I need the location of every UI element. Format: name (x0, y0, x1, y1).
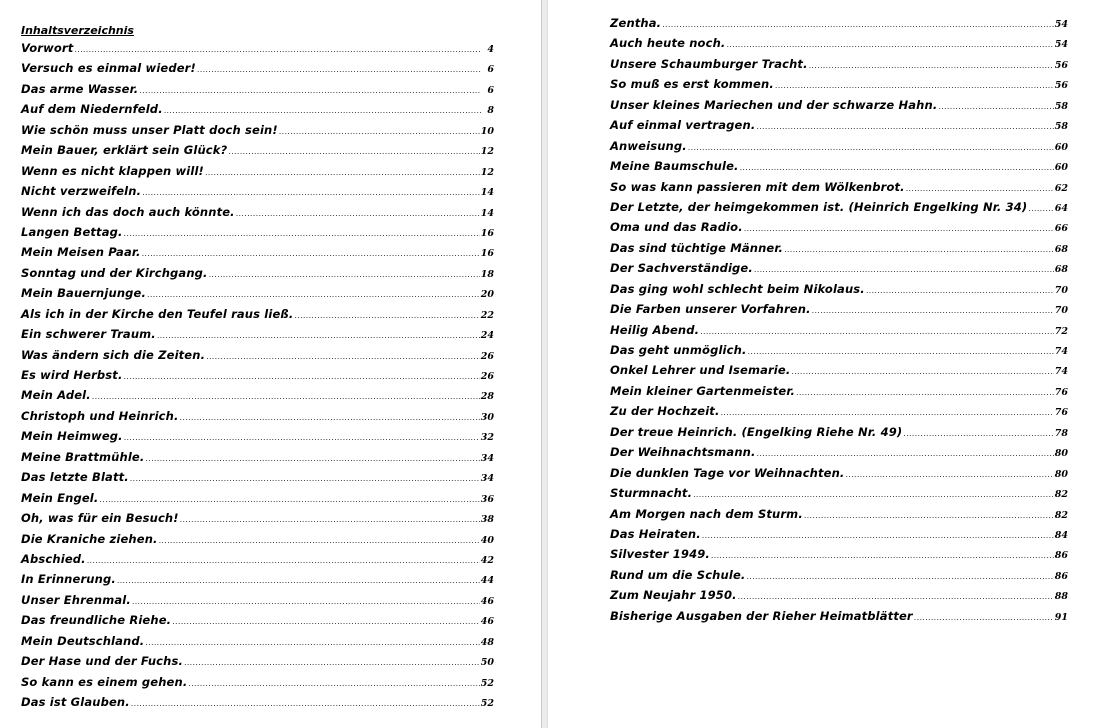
toc-entry-title: So muß es erst kommen. (610, 77, 774, 92)
toc-entry-title: Das freundliche Riehe. (21, 613, 172, 628)
toc-entry[interactable] (21, 348, 494, 368)
toc-entry-page-number: 14 (480, 187, 494, 199)
toc-entry-page-number: 72 (1054, 325, 1068, 337)
toc-entry-page-number: 12 (480, 146, 494, 158)
dot-leader (738, 592, 1054, 601)
toc-entry-page-number: 64 (1054, 202, 1068, 214)
dot-leader (87, 556, 480, 565)
toc-entry-page-number: 8 (487, 105, 494, 117)
toc-entry[interactable] (21, 61, 494, 81)
toc-entry-page-number: 6 (487, 84, 494, 96)
dot-leader (123, 372, 479, 381)
toc-entry-title: Mein Meisen Paar. (21, 245, 141, 260)
toc-entry[interactable] (21, 450, 494, 470)
toc-entry-title: Anweisung. (610, 138, 687, 153)
toc-list-left (21, 41, 494, 715)
toc-entry-page-number: 60 (1054, 162, 1068, 174)
dot-leader (1028, 204, 1053, 213)
dot-leader (205, 168, 480, 177)
toc-entry-title: Als ich in der Kirche den Teufel raus ließ. (21, 306, 294, 321)
toc-entry-title: Es wird Herbst. (21, 368, 123, 382)
dot-leader (688, 143, 1054, 152)
toc-entry-page-number: 46 (480, 616, 494, 628)
toc-entry-title: Ein schwerer Traum. (21, 327, 156, 342)
dot-leader (236, 209, 480, 218)
toc-entry-title: Sonntag und der Kirchgang. (21, 265, 208, 280)
dot-leader (693, 490, 1054, 499)
dot-leader (809, 61, 1054, 70)
dot-leader (184, 658, 480, 667)
toc-entry[interactable] (21, 695, 494, 715)
toc-entry-page-number: 76 (1054, 386, 1068, 398)
toc-entry-title: Unser Ehrenmal. (21, 592, 131, 607)
toc-entry-page-number: 28 (480, 391, 494, 403)
toc-entry-title: Das Heiraten. (610, 526, 701, 541)
toc-entry-title: Mein Adel. (21, 388, 91, 403)
toc-entry[interactable] (610, 36, 1068, 56)
toc-entry-page-number: 22 (480, 309, 494, 321)
toc-entry-page-number: 18 (480, 268, 494, 280)
dot-leader (775, 81, 1054, 90)
toc-entry[interactable] (610, 568, 1068, 588)
toc-entry-page-number: 62 (1054, 182, 1068, 194)
dot-leader (744, 224, 1054, 233)
toc-entry-title: Das ging wohl schlecht beim Nikolaus. (610, 281, 865, 296)
toc-entry-page-number: 26 (480, 350, 494, 362)
toc-entry-title: Mein kleiner Gartenmeister. (610, 383, 796, 398)
toc-entry-page-number: 24 (480, 330, 494, 342)
toc-entry[interactable] (21, 266, 494, 286)
page-divider (541, 0, 548, 728)
toc-entry-title: Sturmnacht. (610, 486, 693, 501)
toc-entry[interactable] (21, 205, 494, 225)
toc-entry[interactable] (610, 77, 1068, 97)
toc-entry-page-number: 86 (1054, 550, 1068, 562)
toc-entry[interactable] (21, 143, 494, 163)
toc-entry-page-number: 82 (1054, 489, 1068, 501)
toc-entry[interactable] (21, 41, 494, 61)
toc-entry-title: Christoph und Heinrich. (21, 408, 179, 423)
toc-entry[interactable] (610, 384, 1068, 404)
dot-leader (754, 265, 1054, 274)
toc-entry-title: Wie schön muss unser Platt doch sein! (21, 122, 278, 137)
toc-entry-title: Auf einmal vertragen. (610, 118, 756, 133)
toc-entry-page-number: 60 (1054, 141, 1068, 153)
document-page-right (548, 0, 1101, 728)
document-page-left (0, 0, 540, 728)
toc-entry-title: Das sind tüchtige Männer. (610, 240, 784, 255)
toc-entry-title: Zum Neujahr 1950. (610, 588, 737, 603)
toc-entry-title: Der Sachverständige. (610, 261, 753, 276)
toc-heading: Inhaltsverzeichnis (21, 24, 134, 37)
dot-leader (756, 122, 1053, 131)
toc-entry[interactable] (610, 547, 1068, 567)
toc-entry-title: Der treue Heinrich. (Engelking Riehe Nr. 49) (610, 424, 903, 439)
toc-entry-page-number: 80 (1054, 468, 1068, 480)
toc-entry-page-number: 56 (1054, 59, 1068, 71)
toc-entry-title: Oh, was für ein Besuch! (21, 511, 179, 526)
dot-leader (228, 147, 479, 156)
dot-leader (130, 474, 480, 483)
toc-entry[interactable] (21, 532, 494, 552)
toc-entry[interactable] (610, 159, 1068, 179)
dot-leader (757, 449, 1054, 458)
dot-leader (294, 311, 479, 320)
toc-entry-title: Meine Baumschule. (610, 159, 739, 174)
dot-leader (796, 388, 1054, 397)
toc-entry-page-number: 34 (480, 473, 494, 485)
toc-entry-page-number: 50 (480, 657, 494, 669)
toc-entry-title: Wenn ich das doch auch könnte. (21, 204, 235, 219)
toc-entry[interactable] (21, 613, 494, 633)
dot-leader (791, 367, 1053, 376)
toc-entry[interactable] (610, 261, 1068, 281)
toc-entry-title: Mein Bauer, erklärt sein Glück? (21, 143, 228, 158)
toc-entry-title: Meine Brattmühle. (21, 449, 145, 464)
dot-leader (159, 536, 480, 545)
toc-entry[interactable] (610, 98, 1068, 118)
toc-entry-page-number: 56 (1054, 80, 1068, 92)
dot-leader (206, 352, 480, 361)
dot-leader (804, 511, 1054, 520)
toc-entry-page-number: 46 (480, 595, 494, 607)
toc-entry-title: Langen Bettag. (21, 224, 123, 239)
toc-entry[interactable] (21, 491, 494, 511)
toc-entry-page-number: 80 (1054, 448, 1068, 460)
dot-leader (142, 249, 480, 258)
toc-entry-page-number: 68 (1054, 243, 1068, 255)
dot-leader (914, 613, 1054, 622)
toc-entry[interactable] (610, 363, 1068, 383)
toc-entry[interactable] (21, 634, 494, 654)
toc-entry-page-number: 88 (1054, 591, 1068, 603)
toc-entry[interactable] (610, 118, 1068, 138)
toc-entry-title: Der Hase und der Fuchs. (21, 654, 183, 669)
dot-leader (866, 286, 1054, 295)
toc-entry-page-number: 26 (480, 371, 494, 382)
toc-entry-page-number: 91 (1054, 611, 1068, 623)
toc-entry-title: Bisherige Ausgaben der Rieher Heimatblätter (610, 608, 913, 623)
dot-leader (74, 45, 481, 54)
toc-entry[interactable] (610, 16, 1068, 36)
dot-leader (131, 699, 480, 708)
dot-leader (938, 102, 1053, 111)
toc-entry-page-number: 54 (1054, 39, 1068, 51)
toc-entry-page-number: 10 (480, 125, 494, 137)
dot-leader (197, 65, 481, 74)
toc-entry[interactable] (21, 286, 494, 306)
toc-entry[interactable] (610, 57, 1068, 77)
toc-entry-page-number: 86 (1054, 570, 1068, 582)
toc-entry-title: So was kann passieren mit dem Wölkenbrot. (610, 179, 905, 194)
dot-leader (180, 515, 480, 524)
dot-leader (164, 106, 481, 115)
toc-entry[interactable] (21, 225, 494, 245)
toc-entry-page-number: 36 (480, 493, 494, 505)
dot-leader (845, 470, 1053, 479)
toc-entry-title: Versuch es einmal wieder! (21, 61, 196, 76)
toc-entry-page-number: 52 (480, 698, 494, 709)
toc-entry[interactable] (610, 527, 1068, 547)
toc-entry-title: In Erinnerung. (21, 572, 116, 587)
dot-leader (700, 327, 1054, 336)
toc-entry[interactable] (610, 588, 1068, 608)
toc-entry-title: Unser kleines Mariechen und der schwarze Hahn. (610, 97, 938, 112)
toc-entry[interactable] (610, 404, 1068, 424)
dot-leader (662, 20, 1054, 29)
toc-entry[interactable] (21, 184, 494, 204)
toc-entry[interactable] (610, 220, 1068, 240)
toc-entry[interactable] (610, 180, 1068, 200)
toc-entry-title: Die Farben unserer Vorfahren. (610, 302, 811, 317)
toc-entry-title: Zentha. (610, 16, 662, 30)
toc-entry-title: Wenn es nicht klappen will! (21, 163, 204, 178)
toc-entry-page-number: 30 (480, 411, 494, 423)
dot-leader (145, 638, 479, 647)
toc-entry-page-number: 70 (1054, 305, 1068, 317)
toc-entry[interactable] (610, 609, 1068, 629)
toc-entry-page-number: 44 (480, 575, 494, 587)
toc-entry[interactable] (21, 164, 494, 184)
toc-entry[interactable] (21, 368, 494, 388)
toc-entry-title: Was ändern sich die Zeiten. (21, 347, 206, 362)
toc-entry[interactable] (21, 82, 494, 102)
toc-entry[interactable] (610, 323, 1068, 343)
dot-leader (117, 576, 480, 585)
toc-entry-page-number: 4 (487, 44, 494, 55)
dot-leader (124, 229, 480, 238)
toc-entry[interactable] (610, 466, 1068, 486)
toc-entry-page-number: 84 (1054, 529, 1068, 541)
toc-entry[interactable] (21, 572, 494, 592)
toc-entry[interactable] (610, 200, 1068, 220)
toc-entry[interactable] (610, 241, 1068, 261)
toc-entry-title: Abschied. (21, 551, 86, 566)
dot-leader (906, 184, 1054, 193)
dot-leader (726, 40, 1053, 49)
toc-entry-page-number: 32 (480, 432, 494, 444)
toc-entry-page-number: 78 (1054, 427, 1068, 439)
toc-entry-title: Das arme Wasser. (21, 81, 139, 96)
dot-leader (740, 163, 1054, 172)
toc-entry-title: Die Kraniche ziehen. (21, 531, 158, 546)
dot-leader (145, 454, 479, 463)
toc-entry[interactable] (21, 470, 494, 490)
toc-entry-title: Auch heute noch. (610, 36, 726, 51)
toc-entry-page-number: 16 (480, 227, 494, 239)
toc-entry-title: Am Morgen nach dem Sturm. (610, 506, 803, 521)
toc-entry-title: Mein Engel. (21, 490, 99, 505)
dot-leader (702, 531, 1054, 540)
toc-entry-title: Heilig Abend. (610, 322, 700, 337)
toc-entry-page-number: 76 (1054, 407, 1068, 419)
toc-entry[interactable] (21, 409, 494, 429)
toc-entry-title: Das ist Glauben. (21, 695, 130, 709)
toc-entry[interactable] (21, 552, 494, 572)
toc-list-right (610, 16, 1068, 629)
toc-entry-title: Oma und das Radio. (610, 220, 743, 235)
toc-entry-title: Silvester 1949. (610, 547, 710, 562)
dot-leader (812, 306, 1054, 315)
toc-entry-page-number: 82 (1054, 509, 1068, 521)
toc-entry-page-number: 40 (480, 534, 494, 546)
toc-entry-title: Das geht unmöglich. (610, 343, 747, 357)
toc-entry-title: Mein Heimweg. (21, 429, 123, 444)
dot-leader (746, 572, 1053, 581)
toc-entry[interactable] (21, 245, 494, 265)
toc-entry-title: Unsere Schaumburger Tracht. (610, 56, 808, 71)
dot-leader (720, 408, 1053, 417)
toc-entry[interactable] (610, 507, 1068, 527)
dot-leader (209, 270, 480, 279)
toc-entry-page-number: 58 (1054, 100, 1068, 112)
toc-entry[interactable] (21, 307, 494, 327)
dot-leader (747, 347, 1053, 356)
toc-entry[interactable] (21, 102, 494, 122)
toc-entry-page-number: 14 (480, 207, 494, 219)
toc-entry[interactable] (610, 486, 1068, 506)
toc-entry[interactable] (21, 123, 494, 143)
toc-entry-page-number: 74 (1054, 346, 1068, 357)
toc-entry-page-number: 20 (480, 289, 494, 301)
toc-entry[interactable] (21, 654, 494, 674)
toc-entry-title: Die dunklen Tage vor Weihnachten. (610, 465, 845, 480)
toc-entry-title: Mein Deutschland. (21, 633, 145, 648)
dot-leader (99, 495, 479, 504)
toc-entry-title: Onkel Lehrer und Isemarie. (610, 363, 791, 378)
toc-entry[interactable] (21, 593, 494, 613)
dot-leader (124, 433, 480, 442)
dot-leader (279, 127, 480, 136)
toc-entry[interactable] (610, 445, 1068, 465)
toc-entry-page-number: 38 (480, 514, 494, 526)
toc-entry-page-number: 68 (1054, 264, 1068, 276)
toc-entry[interactable] (610, 302, 1068, 322)
dot-leader (142, 188, 480, 197)
toc-entry-page-number: 58 (1054, 121, 1068, 133)
toc-entry-title: Vorwort (21, 41, 74, 55)
toc-entry-page-number: 74 (1054, 366, 1068, 378)
toc-entry-page-number: 42 (480, 554, 494, 566)
dot-leader (180, 413, 480, 422)
toc-entry-page-number: 34 (480, 452, 494, 464)
toc-entry-title: Mein Bauernjunge. (21, 286, 147, 301)
toc-entry[interactable] (21, 388, 494, 408)
toc-entry-title: Auf dem Niedernfeld. (21, 102, 163, 117)
toc-entry-page-number: 12 (480, 166, 494, 178)
dot-leader (172, 617, 480, 626)
dot-leader (188, 679, 479, 688)
toc-entry-title: Zu der Hochzeit. (610, 404, 720, 419)
dot-leader (157, 331, 480, 340)
toc-entry[interactable] (21, 429, 494, 449)
toc-entry-title: Nicht verzweifeln. (21, 184, 142, 199)
toc-entry[interactable] (21, 511, 494, 531)
toc-entry-page-number: 52 (480, 677, 494, 689)
toc-entry-page-number: 66 (1054, 223, 1068, 235)
toc-entry-title: So kann es einem gehen. (21, 674, 188, 689)
toc-entry-title: Rund um die Schule. (610, 567, 746, 582)
toc-entry[interactable] (610, 343, 1068, 363)
dot-leader (139, 86, 481, 95)
toc-entry-title: Der Letzte, der heimgekommen ist. (Heinrich Engelking Nr. 34) (610, 199, 1028, 214)
toc-entry-page-number: 54 (1054, 19, 1068, 30)
dot-leader (784, 245, 1054, 254)
dot-leader (92, 392, 480, 401)
dot-leader (903, 429, 1053, 438)
toc-entry[interactable] (610, 282, 1068, 302)
dot-leader (147, 290, 480, 299)
toc-entry[interactable] (21, 327, 494, 347)
toc-entry-page-number: 6 (487, 64, 494, 76)
toc-entry[interactable] (610, 139, 1068, 159)
toc-entry-title: Das letzte Blatt. (21, 470, 129, 485)
toc-entry-page-number: 16 (480, 248, 494, 260)
toc-entry-page-number: 48 (480, 636, 494, 648)
dot-leader (132, 597, 480, 606)
toc-entry[interactable] (21, 675, 494, 695)
toc-entry-page-number: 70 (1054, 284, 1068, 296)
dot-leader (711, 551, 1054, 560)
toc-entry[interactable] (610, 425, 1068, 445)
toc-entry-title: Der Weihnachtsmann. (610, 445, 756, 460)
